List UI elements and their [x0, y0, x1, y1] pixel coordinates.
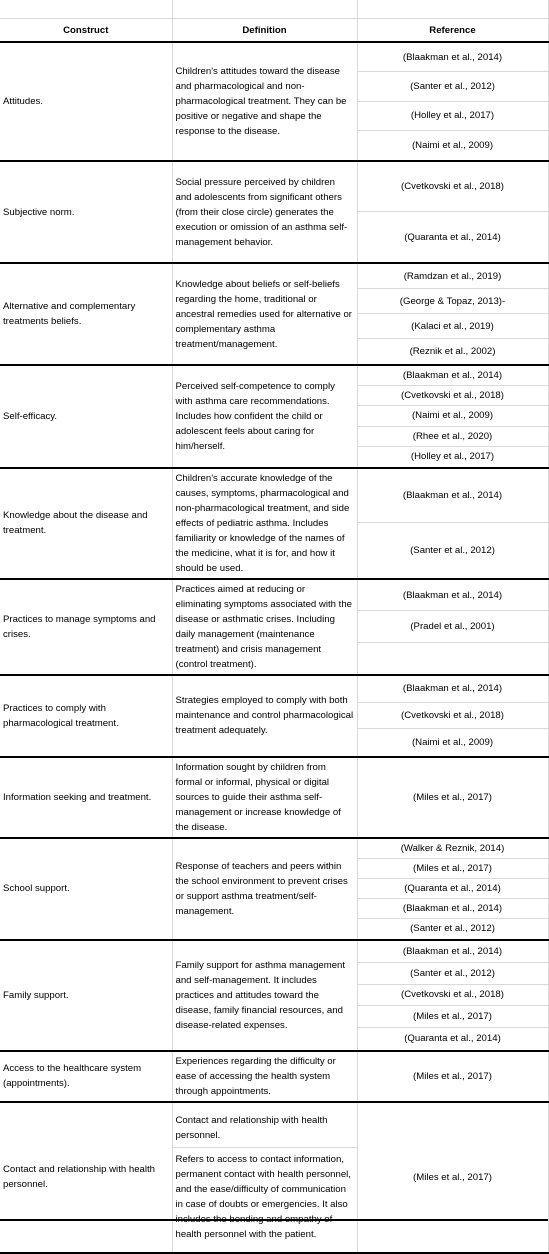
reference-cell — [357, 468, 548, 579]
reference-entry: (Ramdzan et al., 2019) — [358, 264, 548, 289]
construct-cell: Attitudes. — [0, 42, 172, 161]
reference-entry: (Miles et al., 2017) — [358, 1006, 548, 1028]
reference-entry: (Santer et al., 2012) — [410, 923, 495, 935]
table-row — [0, 161, 548, 263]
construct-cell: Family support. — [0, 940, 172, 1051]
reference-cell — [357, 1051, 548, 1102]
reference-entry: (Pradel et al., 2001) — [358, 611, 548, 642]
definition-cell — [172, 579, 357, 675]
reference-entry: (Quaranta et al., 2014) — [404, 1033, 501, 1045]
definition-text: Practices aimed at reducing or eliminating symptoms associated with the disease or asthmatic crises. Including daily management (maintenance treatment) and crisis management (control treatment). — [175, 583, 352, 670]
reference-entry: (Blaakman et al., 2014) — [358, 43, 548, 72]
definition-cell — [172, 468, 357, 579]
definition-text: Children's accurate knowledge of the causes, symptoms, pharmacological and non-pharmacological treatment, and side effects of pediatric asthma. Includes familiarity or knowledge of the names of the medicine, what it is for, and how it should be used. — [175, 472, 350, 574]
construct-cell: Self-efficacy. — [0, 365, 172, 468]
reference-entry: (Quaranta et al., 2014) — [358, 879, 548, 899]
reference-entry: (Cvetkovski et al., 2018) — [358, 162, 548, 212]
definition-cell — [172, 940, 357, 1051]
construct-cell: Knowledge about the disease and treatment. — [0, 468, 172, 579]
reference-entry: (Blaakman et al., 2014) — [358, 366, 548, 386]
table-body — [0, 42, 548, 1253]
construct-cell: Access to the healthcare system (appointments). — [0, 1051, 172, 1102]
reference-cell — [357, 838, 548, 940]
definition-text: Response of teachers and peers within the school environment to prevent crises or support asthma treatment/self-management. — [175, 860, 348, 917]
reference-entry: (George & Topaz, 2013)- — [358, 289, 548, 314]
reference-entry: (Miles et al., 2017) — [358, 859, 548, 879]
reference-entry: (Kalaci et al., 2019) — [358, 314, 548, 339]
blank-row — [0, 0, 548, 19]
bottom-rule — [0, 1219, 548, 1221]
reference-entry: (Naimi et al., 2009) — [411, 139, 494, 151]
definition-cell — [172, 161, 357, 263]
definition-cell — [172, 757, 357, 838]
definition-text: Knowledge about beliefs or self-beliefs regarding the home, traditional or ancestral remedies used for alternative or complementary asthma treatment/management. — [175, 278, 353, 350]
table-row — [0, 263, 548, 365]
reference-entry: (Rhee et al., 2020) — [358, 427, 548, 447]
table-row — [0, 757, 548, 838]
header-row — [0, 19, 548, 43]
table-row — [0, 1051, 548, 1102]
reference-entry: (Miles et al., 2017) — [413, 1070, 492, 1082]
reference-entry: (Holley et al., 2017) — [358, 102, 548, 131]
reference-entry: (Holley et al., 2017) — [410, 451, 495, 463]
definition-cell — [172, 42, 357, 161]
construct-cell: Practices to comply with pharmacological treatment. — [0, 675, 172, 757]
table-row — [0, 1102, 548, 1253]
reference-cell — [357, 1102, 548, 1253]
definition-cell — [172, 263, 357, 365]
reference-entry: (Quaranta et al., 2014) — [404, 231, 501, 243]
construct-cell: Information seeking and treatment. — [0, 757, 172, 838]
reference-entry: (Santer et al., 2012) — [358, 963, 548, 985]
reference-entry: (Santer et al., 2012) — [410, 544, 495, 556]
definition-text: Perceived self-competence to comply with asthma care recommendations. Includes how confident the child or adolescent feels about caring for him/herself. — [175, 380, 335, 452]
definition-cell — [172, 365, 357, 468]
reference-entry: (Naimi et al., 2009) — [358, 406, 548, 426]
reference-entry — [358, 643, 548, 674]
reference-cell — [357, 940, 548, 1051]
definition-header: Definition — [172, 19, 357, 43]
construct-cell: Contact and relationship with health personnel. — [0, 1102, 172, 1253]
reference-entry: (Miles et al., 2017) — [413, 1171, 492, 1183]
table-row — [0, 675, 548, 757]
definition-text: Refers to access to contact information, permanent contact with health personnel, and the ease/difficulty of communication in case of doubts or emergencies. It also includes the bonding and empathy of health personnel with the patient. — [175, 1153, 351, 1240]
construct-header: Construct — [0, 19, 172, 43]
table-row — [0, 838, 548, 940]
table-row — [0, 365, 548, 468]
reference-entry: (Cvetkovski et al., 2018) — [358, 703, 548, 730]
definition-cell — [172, 838, 357, 940]
definition-text: Experiences regarding the difficulty or ease of accessing the health system through appointments. — [175, 1055, 336, 1097]
definition-text: Children's attitudes toward the disease and pharmacological and non-pharmacological treatment. They can be positive or negative and shape the response to the disease. — [175, 66, 347, 137]
reference-entry: (Miles et al., 2017) — [413, 791, 492, 803]
definition-cell — [172, 1051, 357, 1102]
reference-entry: (Blaakman et al., 2014) — [358, 469, 548, 523]
definition-text: Contact and relationship with health personnel. — [173, 1112, 357, 1148]
reference-entry: (Reznik et al., 2002) — [409, 346, 496, 357]
reference-cell — [357, 579, 548, 675]
reference-entry: (Blaakman et al., 2014) — [358, 580, 548, 611]
reference-entry: (Walker & Reznik, 2014) — [358, 839, 548, 859]
reference-cell — [357, 263, 548, 365]
table-row — [0, 579, 548, 675]
table-row — [0, 940, 548, 1051]
reference-entry: (Blaakman et al., 2014) — [358, 899, 548, 919]
definition-text: Information sought by children from formal or informal, physical or digital sources to guide their asthma self-management or increase knowledge of the disease. — [175, 761, 341, 833]
reference-cell — [357, 675, 548, 757]
definition-cell — [172, 1102, 357, 1253]
reference-entry: (Naimi et al., 2009) — [411, 737, 494, 749]
reference-cell — [357, 42, 548, 161]
construct-cell: Practices to manage symptoms and crises. — [0, 579, 172, 675]
reference-entry: (Santer et al., 2012) — [358, 72, 548, 101]
definition-cell — [172, 675, 357, 757]
construct-cell: Subjective norm. — [0, 161, 172, 263]
definition-text: Social pressure perceived by children and adolescents from significant others (from their close circle) generates the execution or omission of an asthma self-management behavior. — [175, 176, 348, 248]
construct-cell: Alternative and complementary treatments beliefs. — [0, 263, 172, 365]
definition-text: Family support for asthma management and self-management. It includes practices and attitudes toward the disease, family financial resources, and disease-related expenses. — [175, 959, 346, 1031]
reference-entry: (Blaakman et al., 2014) — [358, 941, 548, 963]
definition-text: Strategies employed to comply with both maintenance and control pharmacological treatment adequately. — [175, 695, 354, 737]
construct-cell: School support. — [0, 838, 172, 940]
table-row — [0, 468, 548, 579]
reference-cell — [357, 757, 548, 838]
reference-entry: (Cvetkovski et al., 2018) — [358, 985, 548, 1007]
reference-cell — [357, 365, 548, 468]
table-row — [0, 42, 548, 161]
reference-cell — [357, 161, 548, 263]
reference-header: Reference — [357, 19, 548, 43]
reference-entry: (Cvetkovski et al., 2018) — [358, 386, 548, 406]
reference-entry: (Blaakman et al., 2014) — [358, 676, 548, 703]
